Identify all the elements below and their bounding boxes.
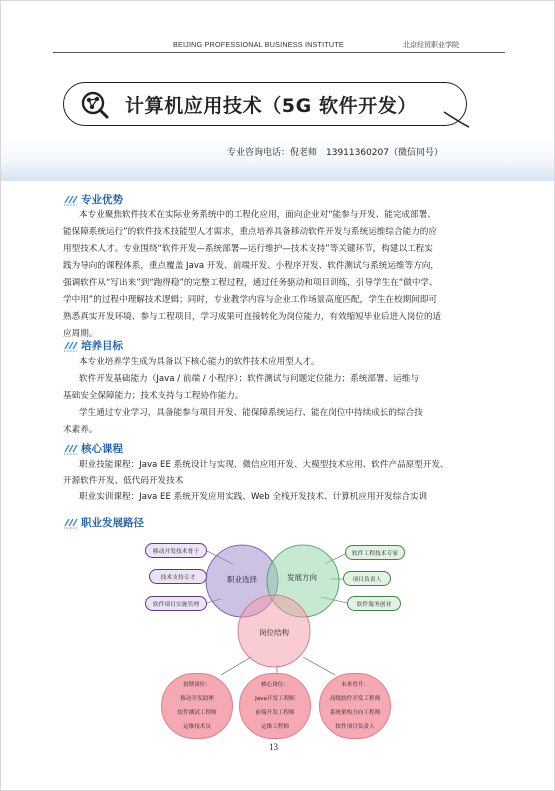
- section-title-career: 职业发展路径: [81, 517, 144, 529]
- network-search-icon: [80, 90, 110, 120]
- advantage-line: 践为导向的课程体系，重点覆盖 Java 开发、前端开发、小程序开发、软件测试与系统运维等方向，: [63, 261, 439, 271]
- advantage-line: 熟悉真实开发环境、参与工程项目，学习成果可直接转化为岗位能力，有效缩短毕业后进入岗位的适: [63, 312, 442, 322]
- section-title-courses: 核心课程: [81, 443, 123, 455]
- courses-line: 职业技能课程：Java EE 系统设计与实现、微信应用开发、大模型技术应用、软件产品原型开发、: [79, 460, 449, 470]
- section-mark-icon: [63, 193, 78, 206]
- right-tag: 软件工程技术专家: [345, 545, 405, 560]
- advantage-line: 能保障系统运行”的软件技术技能型人才需求，重点培养具备移动软件开发与系统运维综合能力的应: [63, 227, 437, 237]
- career-choice-label: 职业选择: [227, 575, 257, 584]
- objective-line: 本专业培养学生成为具备以下核心能力的软件技术应用型人才。: [79, 357, 320, 367]
- header-institute-en: BEIJING PROFESSIONAL BUSINESS INSTITUTE: [173, 40, 344, 49]
- objective-line: 软件开发基础能力（Java / 前端 / 小程序）；软件测试与问题定位能力；系统部署、运维与: [79, 374, 419, 384]
- section-header-advantage: [63, 192, 123, 207]
- group-line: 软件测试工程师: [177, 710, 217, 716]
- page-title: 计算机应用技术（5G 软件开发）: [125, 95, 418, 117]
- header-divider: [53, 52, 505, 53]
- section-header-courses: [63, 441, 123, 456]
- group-line: 未来晋升：: [341, 682, 369, 688]
- section-title-advantage: 专业优势: [81, 194, 123, 206]
- group-line: 前端开发工程师: [255, 710, 295, 716]
- group-line: 系统架构方向工程师: [329, 710, 381, 716]
- group-line: 软件项目负责人: [335, 724, 375, 730]
- section-mark-icon: [63, 339, 78, 352]
- section-mark-icon: [63, 442, 78, 455]
- title-frame-tail: [441, 111, 471, 129]
- group-line: 核心岗位：: [261, 682, 289, 688]
- contact-band: [1, 137, 555, 181]
- group-line: Java开发工程师: [255, 696, 295, 702]
- section-title-objective: 培养目标: [81, 340, 123, 352]
- group-line: 运维技术员: [183, 724, 211, 730]
- advantage-line: 学中用”的过程中理解技术逻辑；同时，专业教学内容与企业工作场景高度匹配，学生在校期间即可: [63, 295, 437, 305]
- objective-line: 术素养。: [63, 425, 98, 435]
- advantage-line: 用型技术人才。专业围绕“软件开发—系统部署—运行维护—技术支持”等关键环节，构建以工程实: [63, 244, 433, 254]
- objective-line: 学生通过专业学习，具备能参与项目开发、能保障系统运行、能在岗位中持续成长的综合技: [79, 408, 423, 418]
- courses-line: 职业实训课程：Java EE 系统开发应用实践、Web 全栈开发技术、计算机应用开发综合实训: [79, 492, 428, 502]
- advantage-line: 应周期。: [63, 329, 98, 339]
- section-header-career: [63, 515, 144, 530]
- section-header-objective: [63, 338, 123, 353]
- position-label: 岗位结构: [259, 628, 289, 637]
- advantage-line: 强调软件从“写出来”到“跑得稳”的完整工程过程，通过任务驱动和项目训练，引导学生在“做中学、: [63, 278, 438, 288]
- left-tag: 移动开发技术骨干: [145, 543, 207, 558]
- left-tag: 技术支持专才: [149, 569, 207, 584]
- right-tag: 软件服务创业: [347, 596, 401, 611]
- career-path-diagram: [141, 539, 421, 739]
- future-promotion-group: [319, 673, 391, 739]
- group-line: 初期岗位：: [183, 682, 211, 688]
- early-positions-group: [161, 673, 233, 739]
- group-line: 移动开发助理: [180, 696, 214, 702]
- objective-line: 基础安全保障能力；技术支持与工程协作能力。: [63, 391, 244, 401]
- group-line: 运维工程师: [261, 724, 289, 730]
- page-number: 13: [269, 742, 278, 752]
- section-mark-icon: [63, 516, 78, 529]
- core-positions-group: [239, 673, 311, 739]
- courses-line: 开源软件开发、低代码开发技术: [63, 476, 184, 486]
- contact-info: 专业咨询电话：倪老师 13911360207（微信同号）: [227, 148, 443, 158]
- left-tag: 软件项目实施管理: [145, 596, 207, 611]
- advantage-line: 本专业聚焦软件技术在实际业务系统中的工程化应用，面向企业对“能参与开发、能完成部署、: [79, 210, 436, 220]
- right-tag: 项目负责人: [343, 571, 391, 586]
- header-institute-cn: 北京经贸职业学院: [403, 41, 459, 49]
- group-line: 高级软件开发工程师: [329, 696, 381, 702]
- direction-label: 发展方向: [287, 573, 317, 582]
